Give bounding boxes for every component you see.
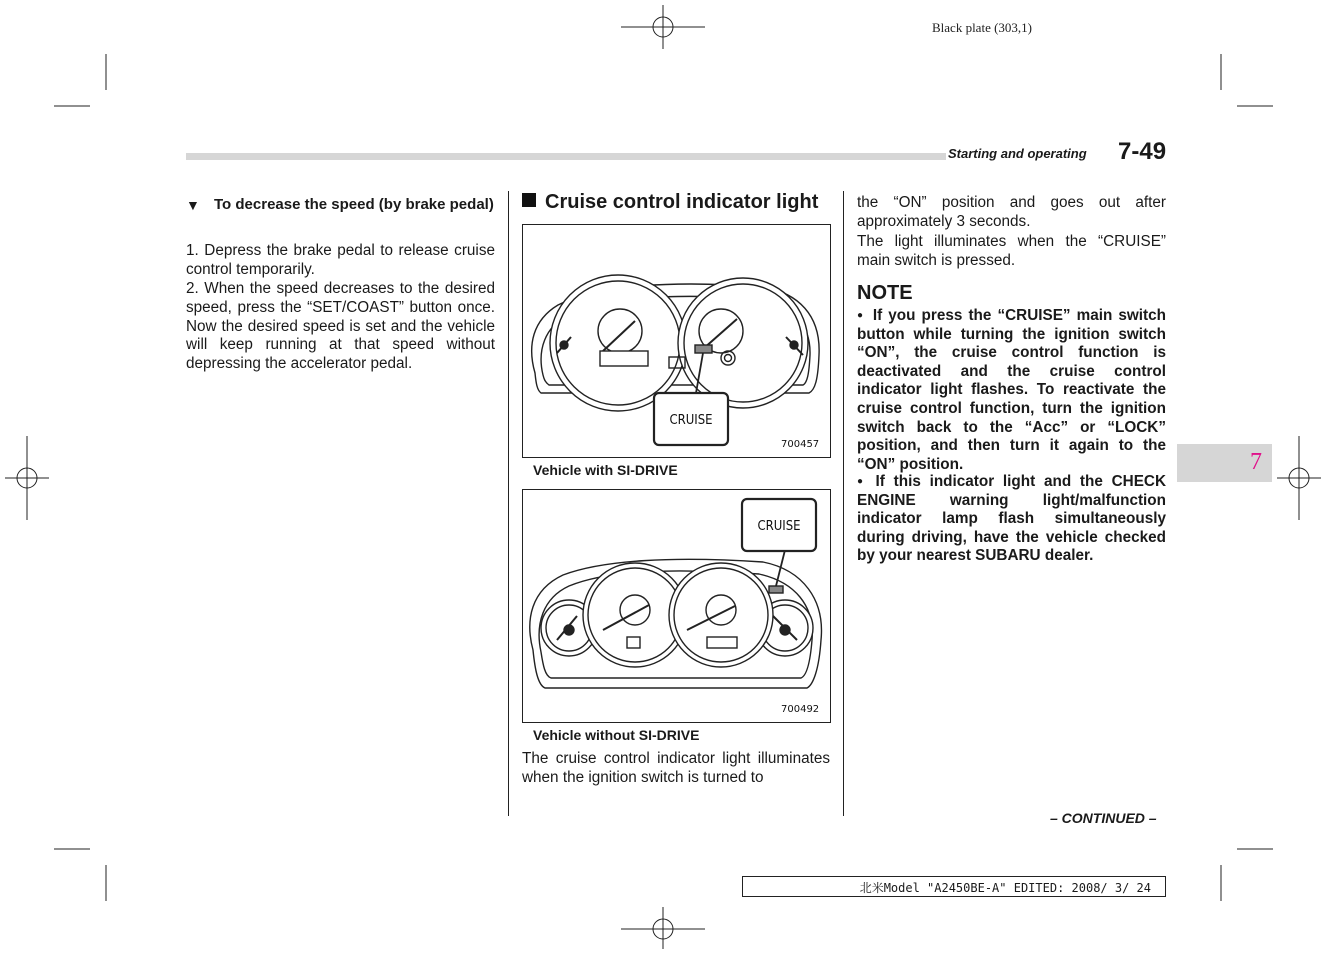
- figure-si-drive: [522, 224, 831, 458]
- column-divider-right: [843, 191, 844, 816]
- fig2-code: 700492: [781, 704, 820, 715]
- triangle-down-icon: ▼: [186, 197, 200, 213]
- section-heading: [522, 191, 818, 214]
- figure-1-caption: Vehicle with SI-DRIVE: [533, 462, 678, 478]
- fig1-callout-text: CRUISE: [669, 413, 713, 428]
- figure-no-si-drive: [522, 489, 831, 723]
- right-paragraph-1: the “ON” position and goes out after approximately 3 seconds.: [857, 194, 1166, 230]
- page-number: 7-49: [1118, 138, 1167, 165]
- subheading-text: To decrease the speed (by brake pedal): [214, 196, 494, 213]
- note-item-2: [857, 473, 1166, 566]
- chapter-number: 7: [1250, 449, 1262, 475]
- chapter-tab: [1177, 444, 1272, 482]
- subheading-decrease-speed: [186, 196, 496, 214]
- indicator-paragraph: The cruise control indicator light illuminates when the ignition switch is turned to: [522, 750, 830, 786]
- note-item-2-text: If this indicator light and the CHECK ENGINE warning light/malfunction indicator lamp flash simultaneously during driving, have the vehicle checked by your nearest SUBARU dealer.: [857, 473, 1166, 565]
- step-2-paragraph: 2. When the speed decreases to the desired speed, press the “SET/COAST” button once. Now the desired speed is set and the vehicle will keep running at that speed without depressing the accelerator pedal.: [186, 280, 495, 373]
- header-bar: [186, 153, 946, 160]
- fig2-callout-text: CRUISE: [757, 519, 801, 534]
- footer-model-text: 北米Model "A2450BE-A" EDITED: 2008/ 3/ 24: [859, 881, 1151, 895]
- note-item-1-text: If you press the “CRUISE” main switch button while turning the ignition switch “ON”, the cruise control function is deactivated and the cruise control indicator light flashes. To reactivate the cruise control function, turn the ignition switch back to the “Acc” or “LOCK” position, and then turn it again to the “ON” position.: [857, 307, 1167, 473]
- note-title: NOTE: [857, 282, 913, 304]
- section-name: Starting and operating: [948, 146, 1087, 161]
- continued-label: – CONTINUED –: [1050, 810, 1157, 826]
- note-item-1: [857, 307, 1166, 474]
- plate-label: Black plate (303,1): [932, 20, 1032, 35]
- square-bullet-icon: [522, 193, 536, 207]
- fig1-code: 700457: [781, 439, 820, 450]
- column-divider-left: [508, 191, 509, 816]
- right-paragraph-2: The light illuminates when the “CRUISE” main switch is pressed.: [857, 233, 1166, 269]
- instrument-cluster-illustration: [523, 225, 830, 457]
- figure-2-caption: Vehicle without SI-DRIVE: [533, 727, 700, 743]
- footer-model-box: [742, 876, 1166, 897]
- instrument-cluster-illustration-2: [523, 490, 830, 722]
- bullet-icon: ●: [857, 476, 868, 487]
- heading-text: Cruise control indicator light: [545, 191, 819, 213]
- bullet-icon: ●: [857, 310, 865, 321]
- step-1-paragraph: 1. Depress the brake pedal to release cruise control temporarily.: [186, 242, 495, 278]
